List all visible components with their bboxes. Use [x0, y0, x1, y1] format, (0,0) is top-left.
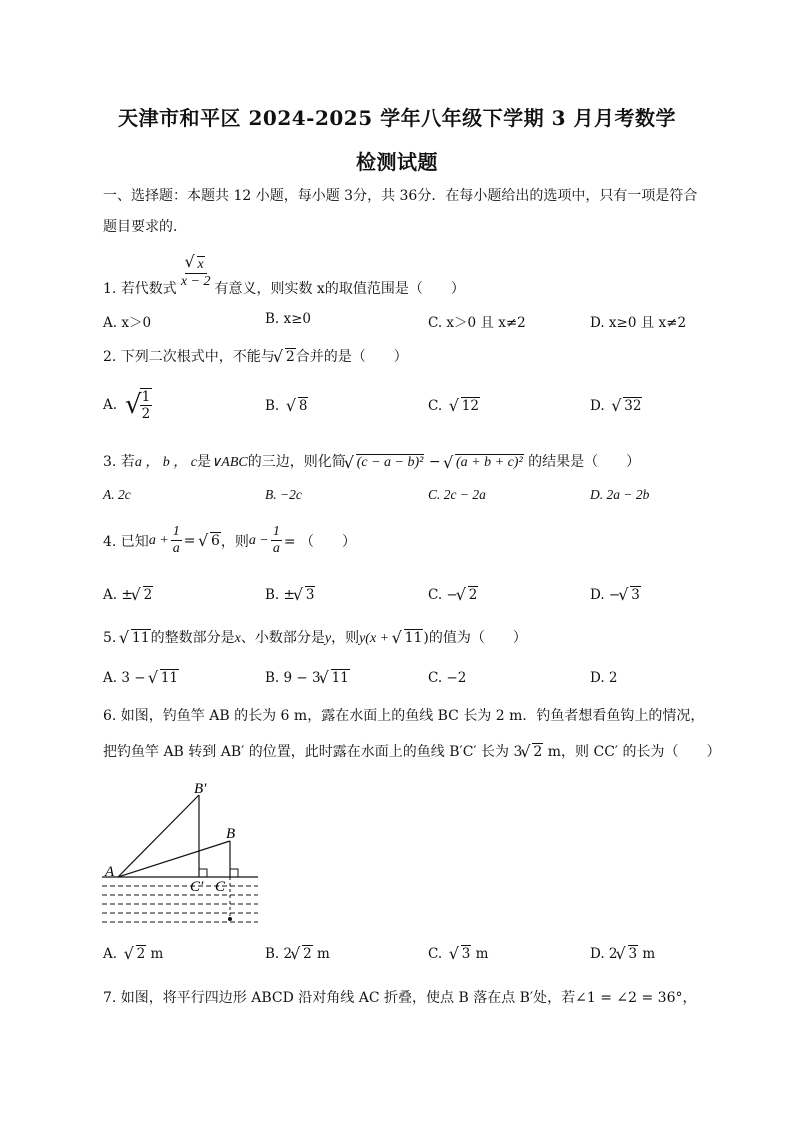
- question-1: [103, 248, 465, 298]
- q5-option-a[interactable]: A. 3 − √ 11: [103, 670, 179, 686]
- q4-option-c[interactable]: C. −√ 2: [428, 587, 478, 603]
- q3-option-b[interactable]: B. −2c: [265, 487, 302, 502]
- q1-option-b[interactable]: B. x≥0: [265, 311, 312, 327]
- q3-root-2: √ (a + b + c)²: [445, 455, 524, 471]
- question-4: 4. 已知 a + $\frac{1}{a}$ = √ 6 ，则 a − $\frac{1}{a}$ = （ ）: [103, 524, 356, 557]
- question-7-line-1: 7. 如图，将平行四边形 ABCD 沿对角线 AC 折叠，使点 B 落在点 B′处，若∠1 = ∠2 = 36°，: [103, 990, 697, 1006]
- q2-option-c[interactable]: C. √ 12: [428, 398, 480, 414]
- q4-option-b[interactable]: B. ±√ 3: [265, 587, 315, 603]
- label-C: C: [215, 879, 226, 895]
- label-B-prime: B′: [194, 781, 207, 797]
- q6-option-b[interactable]: B. 2√ 2 m: [265, 946, 330, 962]
- question-3: 3. 若a ， b ， c是∨ABC的三边，则化简√ (c − a − b)² − √ (a + b + c)² 的结果是（ ）: [103, 451, 640, 471]
- q6-option-c[interactable]: C. √ 3 m: [428, 946, 488, 962]
- q5-option-c[interactable]: C. −2: [428, 670, 467, 686]
- q2-option-a[interactable]: A. √ $\frac{1}{2}$: [103, 389, 151, 422]
- question-5: 5. √ 11的整数部分是x、小数部分是y，则y(x + √ 11)的值为（ ）: [103, 627, 527, 647]
- q3-option-d[interactable]: D. 2a − 2b: [590, 487, 650, 502]
- section-instructions: 一、选择题：本题共 12 小题，每小题 3分，共 36分．在每小题给出的选项中，只有一项是符合: [103, 188, 698, 204]
- label-B: B: [226, 826, 236, 842]
- q3-root-1: √ (c − a − b)²: [346, 455, 425, 471]
- q1-option-c[interactable]: C. x＞0 且 x≠2: [428, 315, 526, 331]
- q3-option-a[interactable]: A. 2c: [103, 487, 131, 502]
- question-6-line-1: 6. 如图，钓鱼竿 AB 的长为 6 m，露在水面上的鱼线 BC 长为 2 m．钓鱼者想看鱼钩上的情况，: [103, 708, 705, 724]
- q6-option-d[interactable]: D. 2√ 3 m: [590, 946, 655, 962]
- q2-option-b[interactable]: B. √ 8: [265, 398, 308, 414]
- q5-option-b[interactable]: B. 9 − 3√ 11: [265, 670, 350, 686]
- q1-option-a[interactable]: A. x＞0: [103, 315, 152, 331]
- question-2: 2. 下列二次根式中，不能与√ 2合并的是（ ）: [103, 346, 408, 366]
- question-6-line-2: 把钓鱼竿 AB 转到 AB′ 的位置，此时露在水面上的鱼线 B′C′ 长为 3√ 2 m，则 CC′ 的长为（ ）: [103, 741, 721, 761]
- q2-root: √ 2: [275, 349, 296, 365]
- q5-option-d[interactable]: D. 2: [590, 670, 618, 686]
- exam-subtitle: 检测试题: [356, 150, 438, 174]
- q1-suffix: 有意义，则实数 x的取值范围是（ ）: [214, 281, 465, 297]
- label-A: A: [105, 864, 115, 880]
- q3-option-c[interactable]: C. 2c − 2a: [428, 487, 486, 502]
- exam-title: 天津市和平区 2024-2025 学年八年级下学期 3 月月考数学: [118, 106, 676, 130]
- q2-option-d[interactable]: D. √ 32: [590, 398, 642, 414]
- q6-option-a[interactable]: A. √ 2 m: [103, 946, 163, 962]
- q4-option-d[interactable]: D. −√ 3: [590, 587, 641, 603]
- q1-option-d[interactable]: D. x≥0 且 x≠2: [590, 315, 687, 331]
- fishing-rod-figure: [100, 775, 260, 930]
- q1-prefix: 1. 若代数式: [103, 281, 177, 297]
- label-C-prime: C′: [190, 879, 204, 895]
- q4-option-a[interactable]: A. ±√ 2: [103, 587, 153, 603]
- q1-fraction: √ $\frac{x}{x - 2}$: [179, 256, 213, 290]
- section-instructions-cont: 题目要求的．: [103, 219, 187, 235]
